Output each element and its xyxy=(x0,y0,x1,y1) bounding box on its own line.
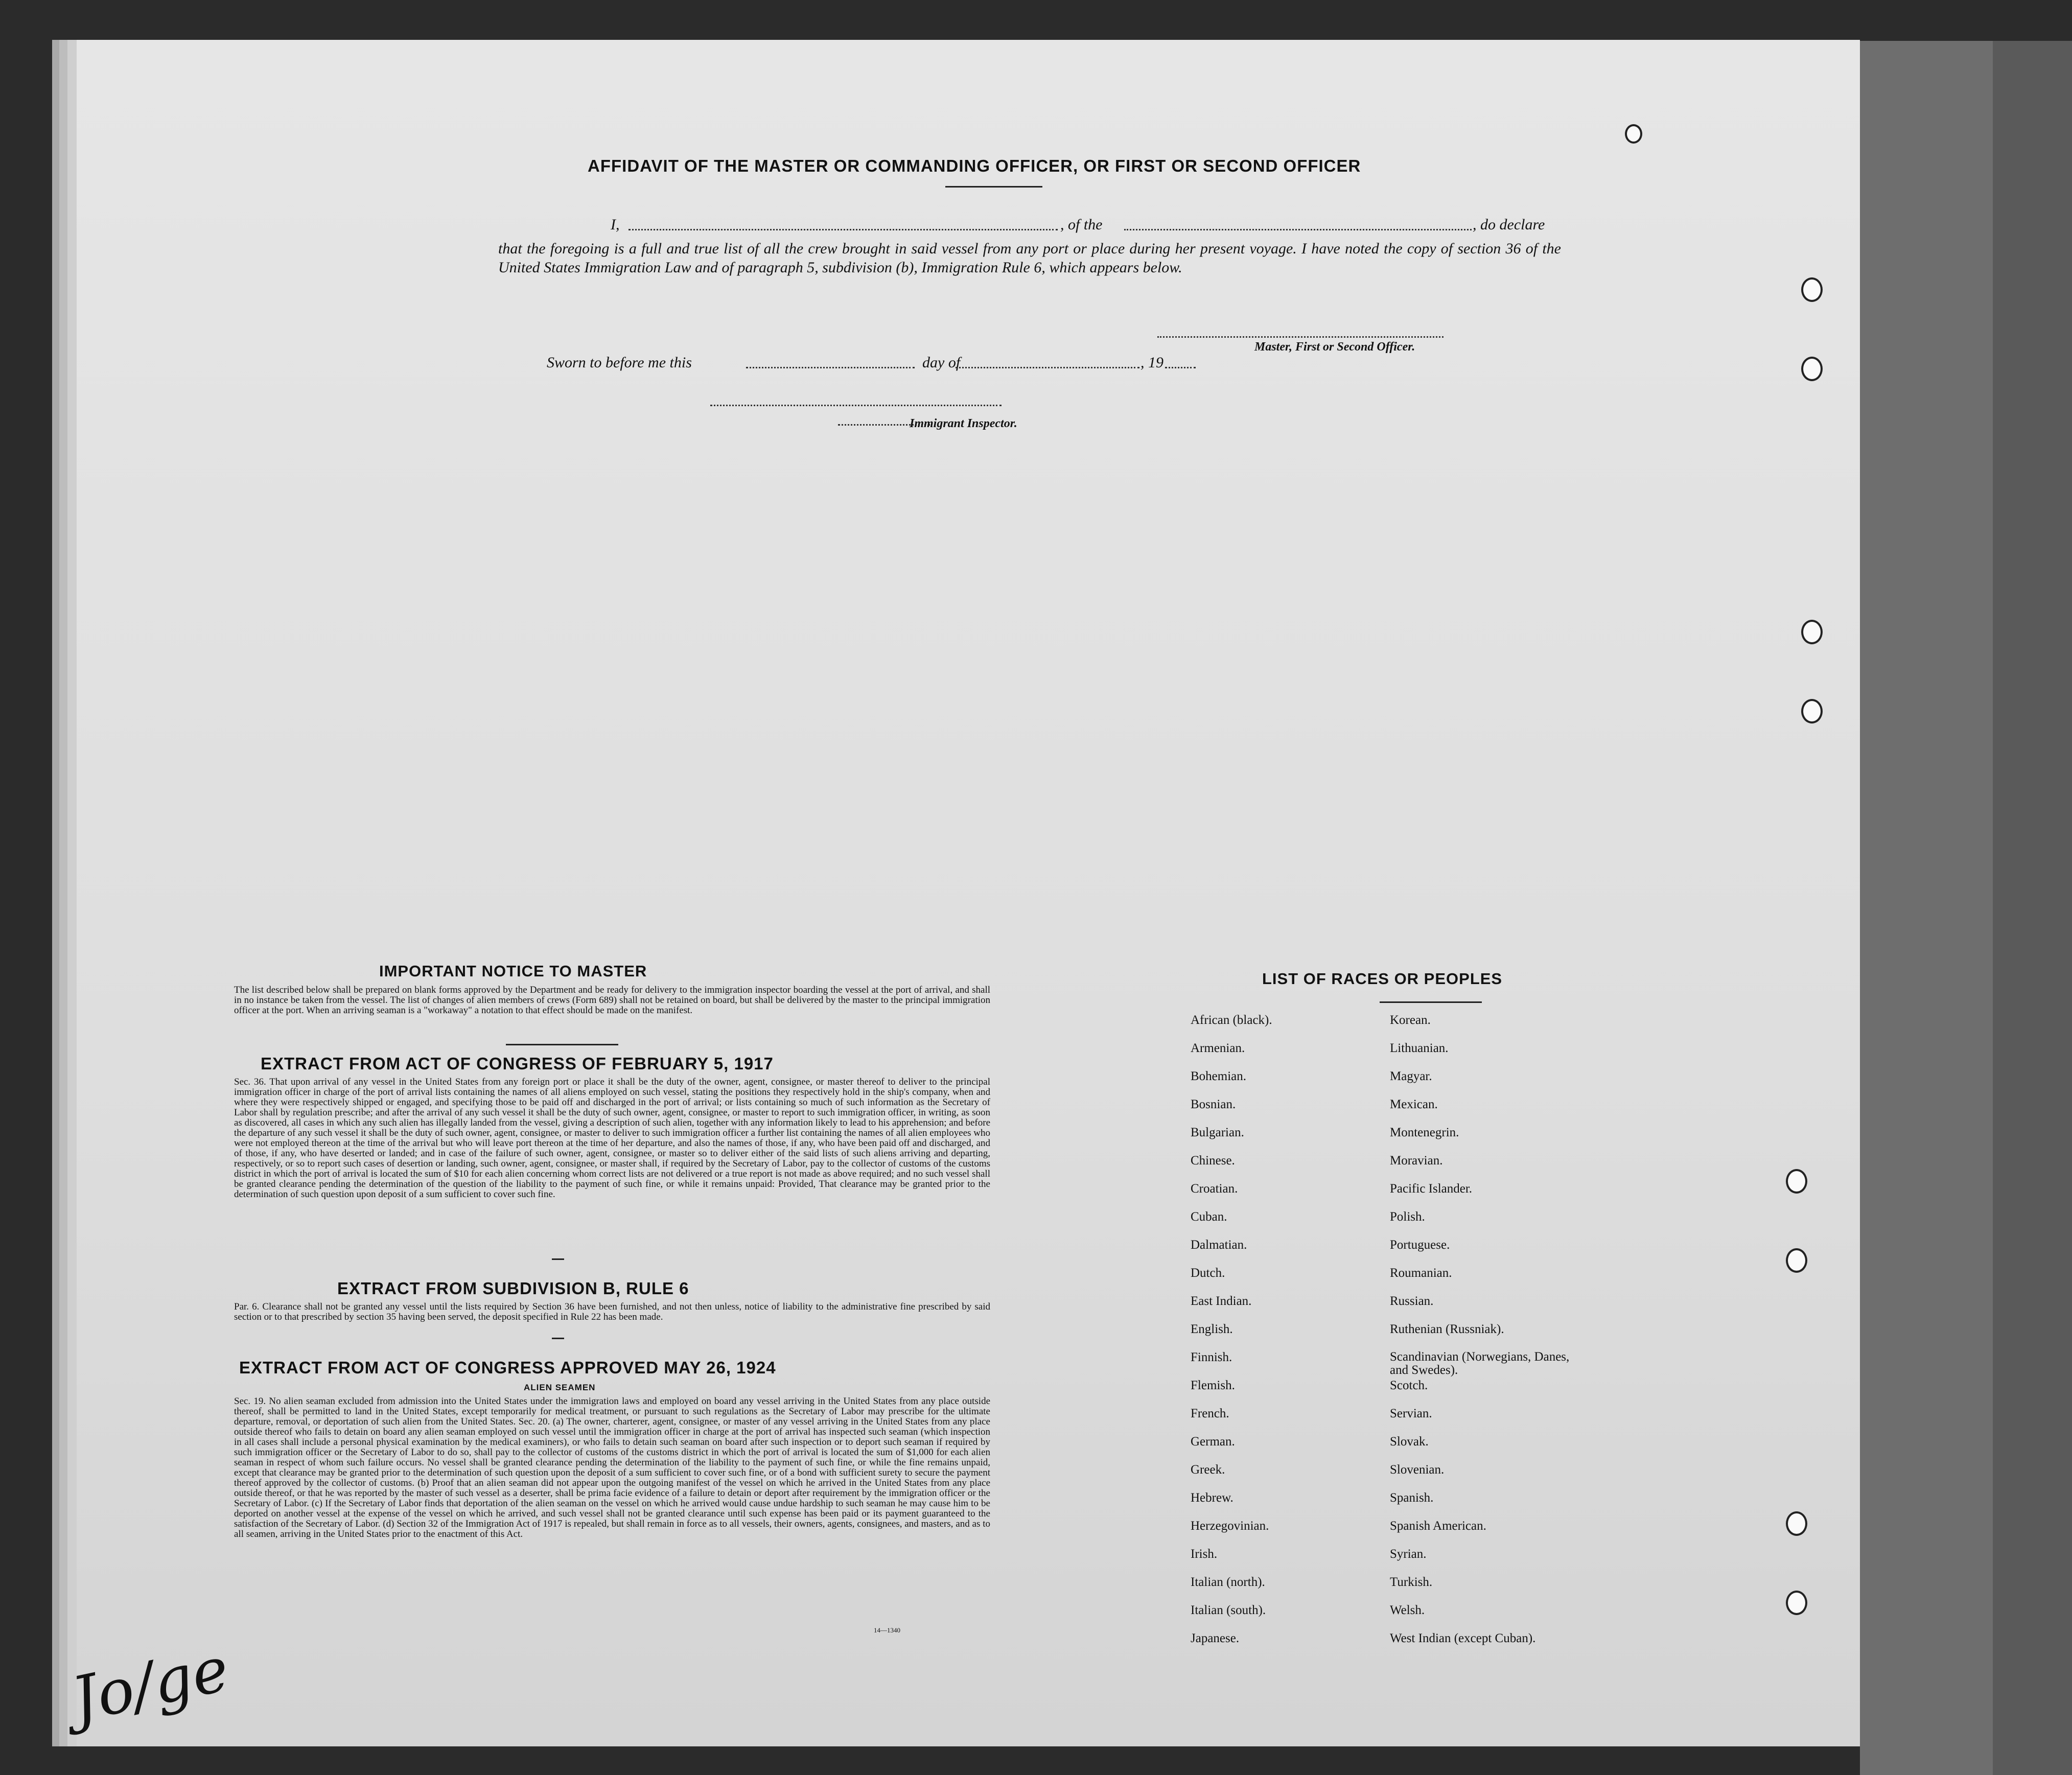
race-item: Mexican. xyxy=(1390,1097,1438,1111)
race-item: Servian. xyxy=(1390,1407,1432,1420)
extract1924-subtitle: ALIEN SEAMEN xyxy=(524,1383,596,1392)
extract1917-body: Sec. 36. That upon arrival of any vessel in the United States from any foreign port or place it shall be the duty of the owner, agent, consignee, or master thereof to deliver to the principal immigration officer in charge of the port of arrival lists containing the names of all aliens employed on such vessel, stating the positions they respectively hold in the ship's company, when and where they were respectively shipped or engaged, and specifying those to be paid off and discharged in the port of arrival; or lists containing so much of such information as the Secretary of Labor shall by regulation prescribe; and after the arrival of any such vessel it shall be the duty of such owner, agent, consignee, or master to report to such immigration officer, in writing, as soon as discovered, all cases in which any such alien has illegally landed from the vessel, giving a description of such alien, together with any information likely to lead to his apprehension; and before the departure of any such vessel it shall be the duty of such owner, agent, consignee, or master to deliver to such immigration officer a further list containing the names of all alien employees who were not employed thereon at the time of the arrival but who will leave port thereon at the time of her departure, and also the names of those, if any, who have been paid off and discharged, and of those, if any, who have deserted or landed; and in case of the failure of such owner, agent, consignee, or master so to deliver either of the said lists of such aliens arriving and departing, respectively, or so to report such cases of desertion or landing, such owner, agent, consignee, or master shall, if required by the Secretary of Labor, pay to the collector of customs of the customs district in which the port of arrival is located the sum of $10 for each alien concerning whom correct lists are not delivered or a true report is not made as above required; and no such vessel shall be granted clearance pending the determination of the question of the liability to the payment of such fine, or while it remains unpaid: Provided, That clearance may be granted prior to the determination of such question upon deposit of a sum sufficient to cover such fine. xyxy=(234,1077,990,1200)
background-edge xyxy=(1860,41,1993,1775)
race-item: Bosnian. xyxy=(1191,1097,1236,1111)
race-item: Magyar. xyxy=(1390,1069,1432,1083)
race-item: Armenian. xyxy=(1191,1041,1245,1055)
race-item: Syrian. xyxy=(1390,1547,1427,1561)
affidavit-i: I, xyxy=(611,216,620,233)
race-item: African (black). xyxy=(1191,1013,1272,1027)
race-item: Turkish. xyxy=(1390,1575,1433,1589)
handwritten-signature: Jo/ge xyxy=(65,1633,235,1736)
race-item: Spanish American. xyxy=(1390,1519,1486,1533)
race-item: Cuban. xyxy=(1191,1210,1227,1224)
race-item: Japanese. xyxy=(1191,1631,1240,1645)
sworn-text: Sworn to before me this xyxy=(547,354,692,371)
race-item: Greek. xyxy=(1191,1463,1225,1477)
binder-hole xyxy=(1801,357,1823,381)
notice-body: The list described below shall be prepared on blank forms approved by the Department and be ready for delivery to the immigration inspector boarding the vessel at the port of arrival, and shall in no instance be taken from the vessel. The list of changes of alien members of crews (Form 689) shall not be retained on board, but shall be delivered by the master to the principal immigration officer at the port. When an arriving seaman is a "workaway" a notation to that effect should be made on the manifest. xyxy=(234,985,990,1016)
race-item: Scandinavian (Norwegians, Danes, and Swedes). xyxy=(1390,1350,1570,1377)
affidavit-body: that the foregoing is a full and true list of all the crew brought in said vessel from any port or place during her present voyage. I have noted the copy of section 36 of the United States Immigration Law and of paragraph 5, subdivision (b), Immigration Rule 6, which appears below. xyxy=(498,240,1561,276)
master-label: Master, First or Second Officer. xyxy=(1254,340,1415,354)
race-item: Herzegovinian. xyxy=(1191,1519,1269,1533)
year-text: , 19 xyxy=(1140,354,1163,371)
race-item: Bohemian. xyxy=(1191,1069,1247,1083)
race-item: Montenegrin. xyxy=(1390,1126,1459,1139)
race-item: Chinese. xyxy=(1191,1154,1235,1167)
race-item: English. xyxy=(1191,1322,1233,1336)
race-item: Welsh. xyxy=(1390,1603,1425,1617)
race-item: Roumanian. xyxy=(1390,1266,1452,1280)
inspector-label: Immigrant Inspector. xyxy=(910,417,1017,430)
notice-divider xyxy=(506,1044,618,1045)
name-blank[interactable] xyxy=(628,229,1058,230)
affidavit-title: AFFIDAVIT OF THE MASTER OR COMMANDING OFFICER, OR FIRST OR SECOND OFFICER xyxy=(588,156,1361,175)
race-item: Lithuanian. xyxy=(1390,1041,1449,1055)
vessel-blank[interactable] xyxy=(1124,229,1472,230)
race-item: Flemish. xyxy=(1191,1379,1235,1392)
title-underline xyxy=(945,186,1042,188)
race-item: West Indian (except Cuban). xyxy=(1390,1631,1536,1645)
races-title: LIST OF RACES OR PEOPLES xyxy=(1262,970,1503,988)
race-item: Polish. xyxy=(1390,1210,1425,1224)
race-item: Italian (south). xyxy=(1191,1603,1266,1617)
rule6-body: Par. 6. Clearance shall not be granted any vessel until the lists required by Section 36 have been furnished, and not then unless, notice of liability to the administrative fine prescribed by said section or to that prescribed by section 35 having been served, the deposit specified in Rule 22 has been made. xyxy=(234,1301,990,1322)
race-item: Bulgarian. xyxy=(1191,1126,1244,1139)
race-item: Italian (north). xyxy=(1191,1575,1265,1589)
race-item: Russian. xyxy=(1390,1294,1434,1308)
race-item: Hebrew. xyxy=(1191,1491,1233,1505)
affidavit-of-the: , of the xyxy=(1060,216,1103,233)
binder-hole xyxy=(1786,1591,1807,1615)
race-item: Scotch. xyxy=(1390,1379,1428,1392)
race-item: Slovenian. xyxy=(1390,1463,1445,1477)
month-blank[interactable] xyxy=(956,367,1139,368)
race-item: German. xyxy=(1191,1435,1235,1449)
binder-hole xyxy=(1786,1248,1807,1273)
race-item: Croatian. xyxy=(1191,1182,1238,1196)
year-blank[interactable] xyxy=(1165,367,1196,368)
race-item: Korean. xyxy=(1390,1013,1431,1027)
race-item: East Indian. xyxy=(1191,1294,1252,1308)
race-item: Slovak. xyxy=(1390,1435,1429,1449)
race-item: Dutch. xyxy=(1191,1266,1225,1280)
extract1924-body: Sec. 19. No alien seaman excluded from admission into the United States under the immigration laws and employed on board any vessel arriving in the United States from any place outside thereof, shall be permitted to land in the United States, except temporarily for medical treatment, or pursuant to such regulations as the Secretary of Labor may prescribe for the ultimate departure, removal, or deportation of such alien from the United States. Sec. 20. (a) The owner, charterer, agent, consignee, or master of any vessel arriving in the United States from any place outside thereof who fails to detain on board any alien seaman employed on such vessel until the immigration officer in charge at the port of arrival has inspected such seaman (which inspection in all cases shall include a personal physical examination by the medical examiners), or who fails to detain such seaman on board after such inspection or to deport such seaman if required by such immigration officer or the Secretary of Labor to do so, shall pay to the collector of customs of the customs district in which the port of arrival is located the sum of $1,000 for each alien seaman in respect of whom such failure occurs. No vessel shall be granted clearance pending the determination of the liability to the payment of such fine, or while the fine remains unpaid, except that clearance may be granted prior to the determination of such question upon the deposit of a sum sufficient to cover such fine, or of a bond with sufficient surety to secure the payment thereof approved by the collector of customs. (b) Proof that an alien seaman did not appear upon the outgoing manifest of the vessel on which he arrived in the United States from any place outside thereof, or that he was reported by the master of such vessel as a deserter, shall be prima facie evidence of a failure to detain or deport after requirement by the immigration officer or the Secretary of Labor. (c) If the Secretary of Labor finds that deportation of the alien seaman on the vessel on which he arrived would cause undue hardship to such seaman he may cause him to be deported on another vessel at the expense of the vessel on which he arrived, and such vessel shall not be granted clearance until such expense has been paid or its payment guaranteed to the satisfaction of the Secretary of Labor. (d) Section 32 of the Immigration Act of 1917 is repealed, but shall remain in force as to all vessels, their owners, agents, consignees, and masters, and as to all seamen, arriving in the United States prior to the enactment of this Act. xyxy=(234,1396,990,1539)
race-item: Dalmatian. xyxy=(1191,1238,1247,1252)
race-item: Spanish. xyxy=(1390,1491,1434,1505)
race-item: Finnish. xyxy=(1191,1350,1232,1364)
race-item: French. xyxy=(1191,1407,1229,1420)
sworn-day-blank[interactable] xyxy=(746,367,915,368)
binder-hole xyxy=(1801,277,1823,302)
inspector-signature-line[interactable] xyxy=(710,405,1002,406)
binder-hole xyxy=(1801,699,1823,723)
binder-hole xyxy=(1786,1169,1807,1194)
races-underline xyxy=(1380,1001,1482,1003)
race-item: Pacific Islander. xyxy=(1390,1182,1473,1196)
binder-hole xyxy=(1625,124,1642,144)
binder-hole xyxy=(1801,620,1823,644)
race-item: Portuguese. xyxy=(1390,1238,1450,1252)
master-signature-line[interactable] xyxy=(1157,336,1444,338)
notice-title: IMPORTANT NOTICE TO MASTER xyxy=(379,962,647,980)
day-of-text: day of xyxy=(922,354,961,371)
form-number: 14—1340 xyxy=(874,1626,900,1634)
rule6-title: EXTRACT FROM SUBDIVISION B, RULE 6 xyxy=(337,1279,689,1298)
race-item: Moravian. xyxy=(1390,1154,1443,1167)
extract1917-divider xyxy=(552,1258,564,1260)
rule6-divider xyxy=(552,1338,564,1339)
binder-hole xyxy=(1786,1511,1807,1536)
extract1917-title: EXTRACT FROM ACT OF CONGRESS OF FEBRUARY 5, 1917 xyxy=(261,1054,774,1073)
document-page xyxy=(65,40,1860,1746)
extract1924-title: EXTRACT FROM ACT OF CONGRESS APPROVED MAY 26, 1924 xyxy=(239,1358,776,1377)
affidavit-declare: , do declare xyxy=(1473,216,1545,233)
race-item: Ruthenian (Russniak). xyxy=(1390,1322,1504,1336)
race-item: Irish. xyxy=(1191,1547,1218,1561)
